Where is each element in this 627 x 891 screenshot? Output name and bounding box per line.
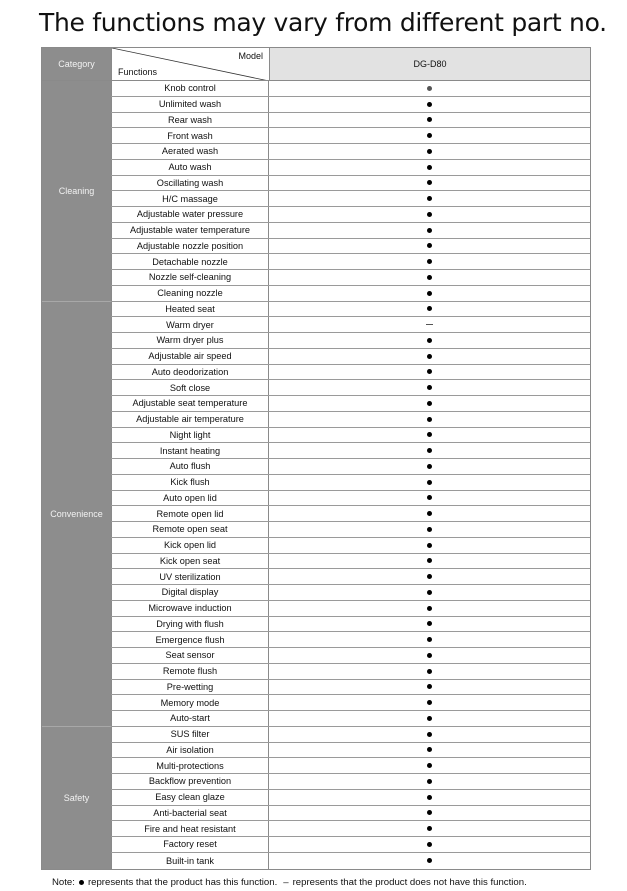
table-row bbox=[111, 648, 590, 664]
function-availability bbox=[268, 81, 590, 96]
function-availability bbox=[268, 837, 590, 852]
has-function-dot-icon bbox=[427, 527, 432, 532]
table-row bbox=[111, 239, 590, 255]
function-name: Adjustable water temperature bbox=[111, 223, 268, 238]
function-availability bbox=[268, 286, 590, 301]
table-row bbox=[111, 97, 590, 113]
function-availability bbox=[268, 176, 590, 191]
table-row bbox=[111, 207, 590, 223]
header-model-functions bbox=[111, 48, 269, 80]
function-name: Remote open lid bbox=[111, 506, 268, 521]
function-availability bbox=[268, 711, 590, 726]
function-availability bbox=[268, 853, 590, 869]
has-function-dot-icon bbox=[427, 763, 432, 768]
table-row bbox=[111, 554, 590, 570]
table-row bbox=[111, 711, 590, 727]
function-availability bbox=[268, 758, 590, 773]
table-row bbox=[111, 286, 590, 302]
has-function-dot-icon bbox=[427, 732, 432, 737]
function-name: Kick open lid bbox=[111, 538, 268, 553]
function-name: Air isolation bbox=[111, 743, 268, 758]
has-function-dot-icon bbox=[427, 165, 432, 170]
table-row bbox=[111, 223, 590, 239]
function-availability bbox=[268, 727, 590, 742]
has-function-dot-icon bbox=[427, 243, 432, 248]
has-function-dot-icon bbox=[427, 385, 432, 390]
has-function-dot-icon bbox=[427, 86, 432, 91]
table-row bbox=[111, 790, 590, 806]
table-row bbox=[111, 837, 590, 853]
function-availability bbox=[268, 632, 590, 647]
table-row bbox=[111, 412, 590, 428]
has-function-dot-icon bbox=[427, 149, 432, 154]
function-name: Instant heating bbox=[111, 443, 268, 458]
has-function-dot-icon bbox=[427, 306, 432, 311]
has-function-dot-icon bbox=[427, 196, 432, 201]
has-function-dot-icon bbox=[427, 495, 432, 500]
function-name: Factory reset bbox=[111, 837, 268, 852]
function-availability bbox=[268, 333, 590, 348]
function-name: Oscillating wash bbox=[111, 176, 268, 191]
has-function-dot-icon bbox=[427, 858, 432, 863]
table-row bbox=[111, 317, 590, 333]
table-row bbox=[111, 302, 590, 318]
function-availability bbox=[268, 648, 590, 663]
has-function-dot-icon bbox=[427, 275, 432, 280]
has-function-dot-icon bbox=[427, 826, 432, 831]
table-row bbox=[111, 144, 590, 160]
function-name: Fire and heat resistant bbox=[111, 821, 268, 836]
header-model: Model bbox=[238, 51, 263, 61]
function-availability bbox=[268, 585, 590, 600]
function-name: Backflow prevention bbox=[111, 774, 268, 789]
function-availability bbox=[268, 617, 590, 632]
function-availability bbox=[268, 113, 590, 128]
table-row bbox=[111, 365, 590, 381]
has-function-dot-icon bbox=[427, 684, 432, 689]
category-convenience: Convenience bbox=[42, 302, 111, 728]
has-function-dot-icon bbox=[427, 180, 432, 185]
table-row bbox=[111, 601, 590, 617]
has-function-dot-icon bbox=[427, 669, 432, 674]
table-row bbox=[111, 617, 590, 633]
table-row bbox=[111, 380, 590, 396]
has-function-dot-icon bbox=[427, 448, 432, 453]
function-name: Auto-start bbox=[111, 711, 268, 726]
table-row bbox=[111, 128, 590, 144]
table-row bbox=[111, 254, 590, 270]
function-availability bbox=[268, 522, 590, 537]
table-row bbox=[111, 727, 590, 743]
has-function-dot-icon bbox=[427, 653, 432, 658]
table-row bbox=[111, 176, 590, 192]
function-name: Unlimited wash bbox=[111, 97, 268, 112]
table-row bbox=[111, 569, 590, 585]
has-function-dot-icon bbox=[427, 432, 432, 437]
has-function-dot-icon bbox=[427, 637, 432, 642]
table-row bbox=[111, 81, 590, 97]
function-name: Aerated wash bbox=[111, 144, 268, 159]
function-availability bbox=[268, 207, 590, 222]
function-availability bbox=[268, 428, 590, 443]
header-functions: Functions bbox=[118, 67, 158, 77]
has-function-dot-icon bbox=[427, 354, 432, 359]
function-name: Kick open seat bbox=[111, 554, 268, 569]
function-name: Auto open lid bbox=[111, 491, 268, 506]
table-row bbox=[111, 695, 590, 711]
function-name: H/C massage bbox=[111, 191, 268, 206]
function-name: Cleaning nozzle bbox=[111, 286, 268, 301]
function-availability bbox=[268, 601, 590, 616]
has-function-dot-icon bbox=[427, 574, 432, 579]
has-function-dot-icon bbox=[427, 779, 432, 784]
has-function-dot-icon bbox=[427, 747, 432, 752]
function-name: Built-in tank bbox=[111, 853, 268, 869]
table-row bbox=[111, 396, 590, 412]
function-name: Microwave induction bbox=[111, 601, 268, 616]
function-name: Kick flush bbox=[111, 475, 268, 490]
has-function-dot-icon bbox=[427, 102, 432, 107]
page-title: The functions may vary from different part no. bbox=[39, 8, 607, 37]
table-row bbox=[111, 333, 590, 349]
table-row bbox=[111, 806, 590, 822]
function-availability bbox=[268, 239, 590, 254]
category-cleaning: Cleaning bbox=[42, 81, 111, 302]
function-name: Remote flush bbox=[111, 664, 268, 679]
table-row bbox=[111, 632, 590, 648]
function-name: Anti-bacterial seat bbox=[111, 806, 268, 821]
table-row bbox=[111, 349, 590, 365]
table-row bbox=[111, 743, 590, 759]
table-row bbox=[111, 821, 590, 837]
category-safety: Safety bbox=[42, 727, 111, 869]
has-function-dot-icon bbox=[427, 133, 432, 138]
function-name: SUS filter bbox=[111, 727, 268, 742]
function-availability bbox=[268, 664, 590, 679]
has-function-dot-icon bbox=[427, 590, 432, 595]
has-function-dot-icon bbox=[427, 795, 432, 800]
function-availability bbox=[268, 790, 590, 805]
has-function-dot-icon bbox=[427, 291, 432, 296]
table-row bbox=[111, 270, 590, 286]
function-name: Rear wash bbox=[111, 113, 268, 128]
function-availability bbox=[268, 806, 590, 821]
function-availability bbox=[268, 743, 590, 758]
table-body bbox=[41, 81, 591, 870]
function-availability bbox=[268, 680, 590, 695]
function-name: Heated seat bbox=[111, 302, 268, 317]
function-name: Warm dryer bbox=[111, 317, 268, 332]
table-row bbox=[111, 428, 590, 444]
function-availability bbox=[268, 349, 590, 364]
rows-column bbox=[111, 81, 590, 869]
table-row bbox=[111, 475, 590, 491]
has-function-dot-icon bbox=[427, 558, 432, 563]
function-availability bbox=[268, 128, 590, 143]
function-availability bbox=[268, 302, 590, 317]
has-function-dot-icon bbox=[427, 700, 432, 705]
function-availability bbox=[268, 412, 590, 427]
table-row bbox=[111, 443, 590, 459]
table-header bbox=[41, 47, 591, 81]
table-row bbox=[111, 538, 590, 554]
has-function-dot-icon bbox=[79, 880, 84, 885]
has-function-dot-icon bbox=[427, 716, 432, 721]
category-column bbox=[42, 81, 111, 869]
function-availability bbox=[268, 254, 590, 269]
has-function-dot-icon bbox=[427, 338, 432, 343]
table-row bbox=[111, 506, 590, 522]
function-availability bbox=[268, 270, 590, 285]
has-function-dot-icon bbox=[427, 621, 432, 626]
function-name: Digital display bbox=[111, 585, 268, 600]
has-function-dot-icon bbox=[427, 259, 432, 264]
header-category: Category bbox=[42, 48, 111, 80]
function-name: Adjustable water pressure bbox=[111, 207, 268, 222]
function-availability bbox=[268, 144, 590, 159]
function-availability bbox=[268, 396, 590, 411]
has-function-dot-icon bbox=[427, 511, 432, 516]
table-row bbox=[111, 113, 590, 129]
has-function-dot-icon bbox=[427, 212, 432, 217]
table-row bbox=[111, 853, 590, 869]
has-function-dot-icon bbox=[427, 464, 432, 469]
function-name: Auto flush bbox=[111, 459, 268, 474]
function-name: Front wash bbox=[111, 128, 268, 143]
function-availability bbox=[268, 191, 590, 206]
function-name: Pre-wetting bbox=[111, 680, 268, 695]
table-row bbox=[111, 459, 590, 475]
has-function-dot-icon bbox=[427, 117, 432, 122]
function-name: Emergence flush bbox=[111, 632, 268, 647]
function-table bbox=[41, 47, 591, 870]
function-availability bbox=[268, 317, 590, 332]
table-row bbox=[111, 491, 590, 507]
function-availability bbox=[268, 491, 590, 506]
function-name: Night light bbox=[111, 428, 268, 443]
function-name: Detachable nozzle bbox=[111, 254, 268, 269]
function-name: Drying with flush bbox=[111, 617, 268, 632]
function-name: Auto wash bbox=[111, 160, 268, 175]
function-name: Remote open seat bbox=[111, 522, 268, 537]
table-row bbox=[111, 191, 590, 207]
no-function-dash-icon bbox=[426, 324, 433, 325]
function-availability bbox=[268, 506, 590, 521]
footnote bbox=[52, 877, 527, 888]
function-name: Multi-protections bbox=[111, 758, 268, 773]
function-name: Adjustable nozzle position bbox=[111, 239, 268, 254]
header-product: DG-D80 bbox=[269, 48, 590, 80]
note-prefix: Note: bbox=[52, 877, 75, 888]
table-row bbox=[111, 680, 590, 696]
function-name: Knob control bbox=[111, 81, 268, 96]
function-name: Warm dryer plus bbox=[111, 333, 268, 348]
function-availability bbox=[268, 475, 590, 490]
note-no-text: represents that the product does not have this function. bbox=[292, 877, 527, 888]
function-name: Adjustable air temperature bbox=[111, 412, 268, 427]
table-row bbox=[111, 585, 590, 601]
note-yes-text: represents that the product has this function. bbox=[87, 877, 278, 888]
function-availability bbox=[268, 365, 590, 380]
has-function-dot-icon bbox=[427, 369, 432, 374]
function-name: Easy clean glaze bbox=[111, 790, 268, 805]
function-name: Auto deodorization bbox=[111, 365, 268, 380]
function-name: Soft close bbox=[111, 380, 268, 395]
function-availability bbox=[268, 97, 590, 112]
has-function-dot-icon bbox=[427, 228, 432, 233]
table-row bbox=[111, 160, 590, 176]
function-availability bbox=[268, 695, 590, 710]
has-function-dot-icon bbox=[427, 810, 432, 815]
table-row bbox=[111, 522, 590, 538]
function-name: Memory mode bbox=[111, 695, 268, 710]
function-availability bbox=[268, 538, 590, 553]
has-function-dot-icon bbox=[427, 606, 432, 611]
function-name: Seat sensor bbox=[111, 648, 268, 663]
function-name: Nozzle self-cleaning bbox=[111, 270, 268, 285]
table-row bbox=[111, 774, 590, 790]
function-availability bbox=[268, 569, 590, 584]
function-availability bbox=[268, 443, 590, 458]
has-function-dot-icon bbox=[427, 543, 432, 548]
function-availability bbox=[268, 554, 590, 569]
table-row bbox=[111, 664, 590, 680]
has-function-dot-icon bbox=[427, 842, 432, 847]
function-availability bbox=[268, 223, 590, 238]
has-function-dot-icon bbox=[427, 417, 432, 422]
note-no-symbol: – bbox=[283, 877, 289, 888]
has-function-dot-icon bbox=[427, 401, 432, 406]
function-availability bbox=[268, 821, 590, 836]
function-availability bbox=[268, 774, 590, 789]
function-name: Adjustable seat temperature bbox=[111, 396, 268, 411]
has-function-dot-icon bbox=[427, 480, 432, 485]
function-availability bbox=[268, 459, 590, 474]
function-name: UV sterilization bbox=[111, 569, 268, 584]
function-availability bbox=[268, 380, 590, 395]
function-availability bbox=[268, 160, 590, 175]
table-row bbox=[111, 758, 590, 774]
function-name: Adjustable air speed bbox=[111, 349, 268, 364]
